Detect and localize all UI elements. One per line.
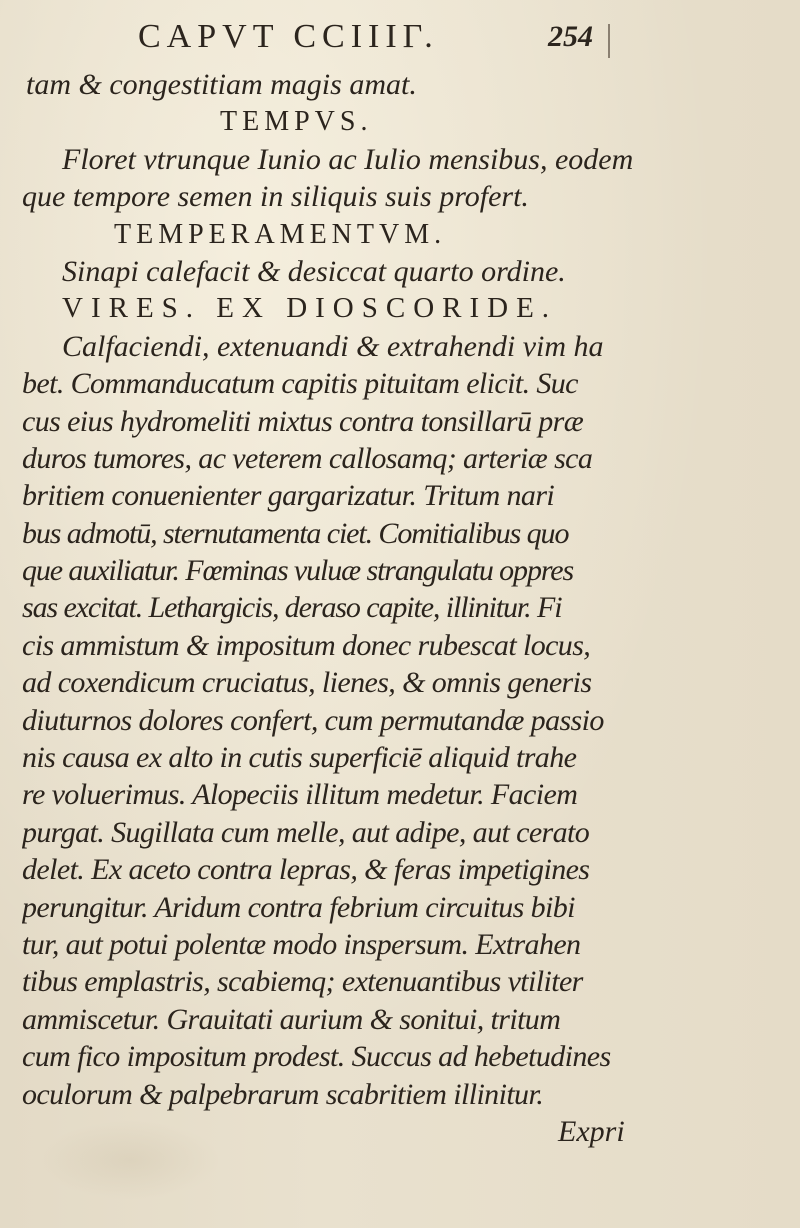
- text-line: oculorum & palpebrarum scabritiem illinitur.: [22, 1077, 544, 1111]
- section-heading-temperamentum: TEMPERAMENTVM.: [114, 218, 447, 250]
- text-line: delet. Ex aceto contra lepras, & feras impetigines: [22, 853, 590, 887]
- page-header: [138, 10, 800, 60]
- text-line: duros tumores, ac veterem callosamq; arteriæ sca: [22, 441, 593, 475]
- text-line: que tempore semen in siliquis suis profert.: [22, 180, 529, 214]
- text-line: cum fico impositum prodest. Succus ad hebetudines: [22, 1040, 611, 1074]
- page-number: 254: [548, 20, 593, 53]
- text-line: ad coxendicum cruciatus, lienes, & omnis generis: [22, 666, 592, 700]
- text-line: cis ammistum & impositum donec rubescat locus,: [22, 628, 591, 662]
- text-line: ammiscetur. Grauitati aurium & sonitui, tritum: [22, 1002, 561, 1036]
- text-line: Sinapi calefacit & desiccat quarto ordine.: [62, 254, 566, 288]
- text-line: nis causa ex alto in cutis superficiē aliquid trahe: [22, 741, 577, 775]
- text-line: cus eius hydromeliti mixtus contra tonsillarū præ: [22, 404, 584, 438]
- text-line: britiem conuenienter gargarizatur. Tritum nari: [22, 479, 555, 513]
- catchword: Expri: [558, 1114, 625, 1148]
- page-edge-mark: [608, 24, 610, 58]
- text-line: perungitur. Aridum contra febrium circuitus bibi: [22, 890, 575, 924]
- text-line: bus admotū, sternutamenta ciet. Comitialibus quo: [22, 516, 569, 550]
- text-line: sas excitat. Lethargicis, deraso capite, illinitur. Fi: [22, 591, 562, 625]
- section-heading-vires: VIRES. EX DIOSCORIDE.: [62, 292, 558, 325]
- text-line: Calfaciendi, extenuandi & extrahendi vim ha: [62, 329, 604, 363]
- text-line: purgat. Sugillata cum melle, aut adipe, aut cerato: [22, 815, 590, 849]
- text-line: re voluerimus. Alopeciis illitum medetur. Faciem: [22, 778, 578, 812]
- text-line: diuturnos dolores confert, cum permutandæ passio: [22, 703, 604, 737]
- text-line: tibus emplastris, scabiemq; extenuantibus vtiliter: [22, 965, 583, 999]
- text-block: [22, 66, 762, 1150]
- text-line: tam & congestitiam magis amat.: [26, 68, 417, 101]
- running-title: CAPVT CCIIIΓ.: [138, 18, 439, 55]
- paper-stain: [40, 1120, 220, 1200]
- text-line: que auxiliatur. Fœminas vuluæ strangulatu oppres: [22, 554, 574, 588]
- text-line: Floret vtrunque Iunio ac Iulio mensibus, eodem: [62, 142, 634, 176]
- text-line: tur, aut potui polentæ modo inspersum. Extrahen: [22, 927, 581, 961]
- section-heading-tempus: TEMPVS.: [220, 106, 373, 138]
- text-line: bet. Commanducatum capitis pituitam elicit. Suc: [22, 367, 578, 401]
